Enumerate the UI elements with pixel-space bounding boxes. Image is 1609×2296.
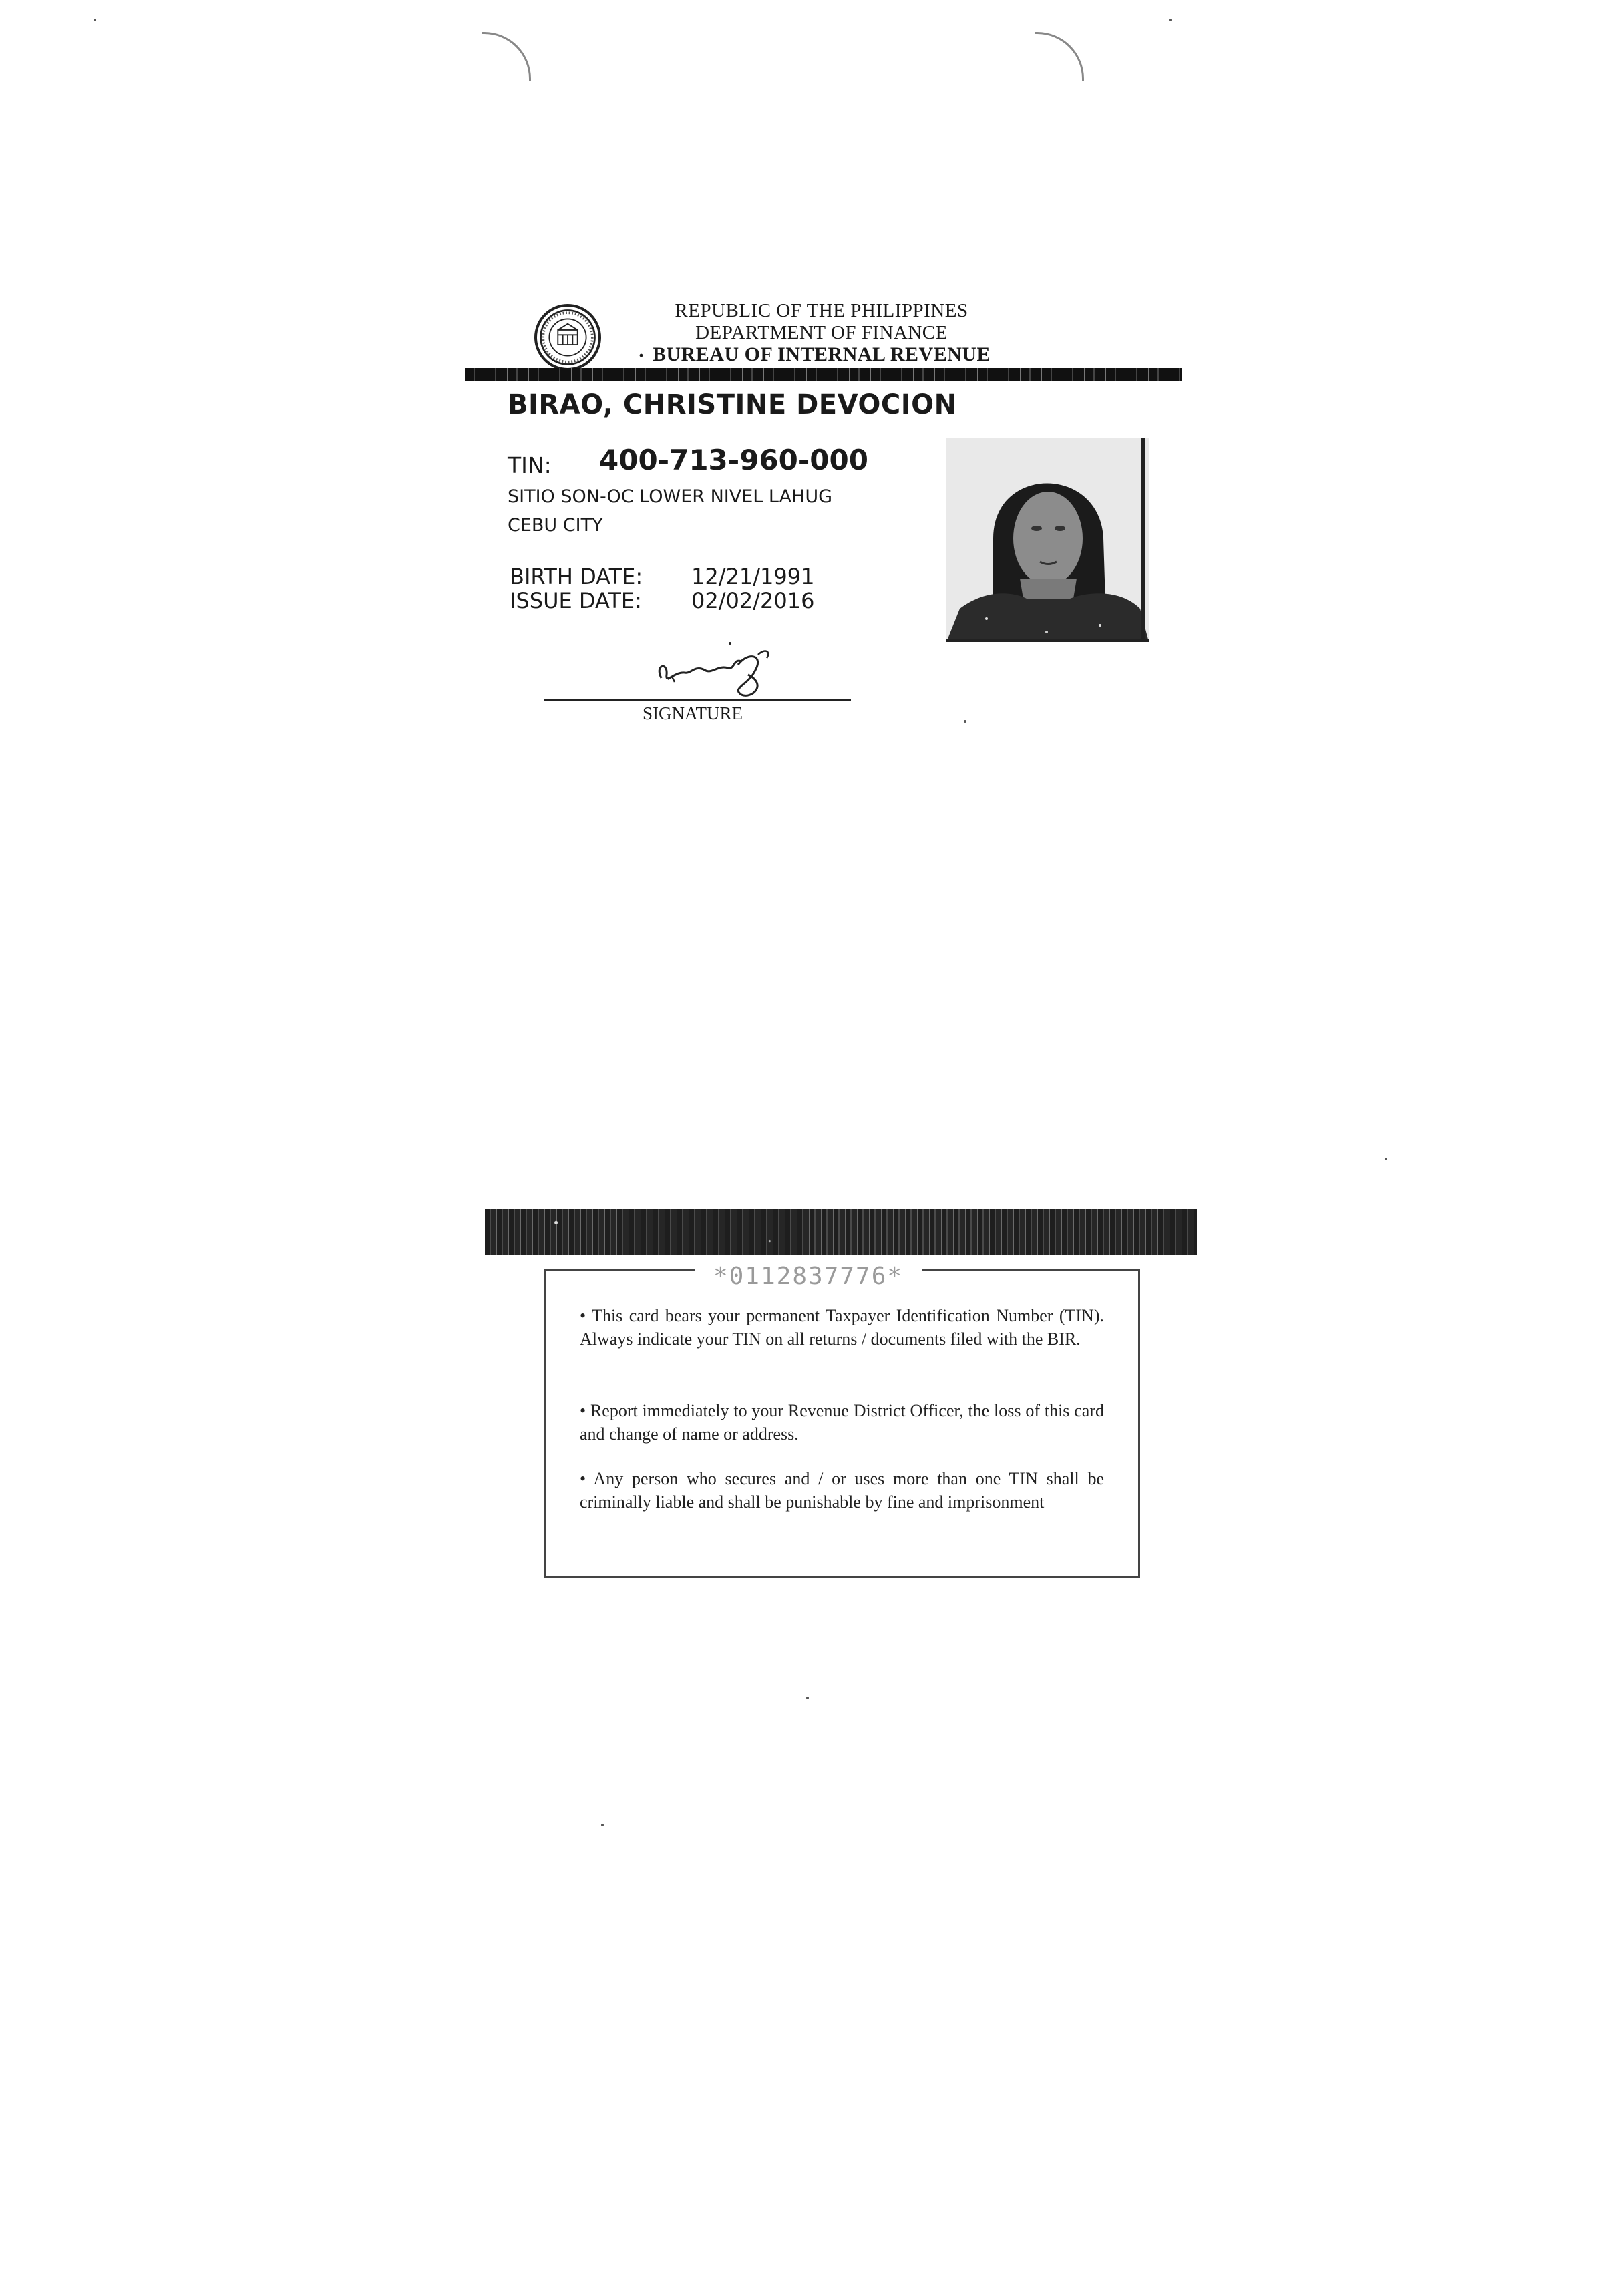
tin-number: 400-713-960-000 (599, 444, 868, 476)
scan-speck (964, 720, 966, 723)
signature-label: SIGNATURE (643, 703, 743, 723)
header-department: DEPARTMENT OF FINANCE (695, 322, 948, 343)
tin-label: TIN: (508, 452, 552, 478)
taxpayer-name: BIRAO, CHRISTINE DEVOCION (508, 389, 957, 420)
notice-paragraph: • Report immediately to your Revenue District Officer, the loss of this card and change of name or address. (580, 1401, 1104, 1444)
taxpayer-photo (946, 438, 1149, 642)
photo-border-bottom (946, 639, 1149, 642)
notice-paragraph: • This card bears your permanent Taxpayer Identification Number (TIN). Always indicate your TIN on all returns / documents filed with the BIR. (580, 1306, 1104, 1349)
punch-hole-mark (1035, 32, 1084, 81)
header-bureau: BUREAU OF INTERNAL REVENUE (652, 343, 991, 365)
magnetic-stripe-band (485, 1209, 1197, 1255)
notice-paragraph: • Any person who secures and / or uses more than one TIN shall be criminally liable and shall be punishable by fine and imprisonment (580, 1469, 1104, 1512)
header-republic: REPUBLIC OF THE PHILIPPINES (675, 300, 968, 321)
birth-date-label: BIRTH DATE: (510, 564, 643, 589)
scan-speck (806, 1697, 809, 1699)
birth-date-value: 12/21/1991 (691, 564, 815, 589)
bullet-dot: · (638, 345, 645, 367)
address-line-1: SITIO SON-OC LOWER NIVEL LAHUG (508, 486, 833, 507)
card-serial-number: *0112837776* (695, 1263, 922, 1290)
address-line-2: CEBU CITY (508, 515, 603, 536)
header-rule (465, 368, 1182, 381)
bir-seal-icon (534, 304, 601, 371)
signature-line (544, 699, 851, 701)
handwritten-signature (648, 638, 788, 701)
scan-speck (94, 19, 96, 21)
issue-date-label: ISSUE DATE: (510, 588, 642, 613)
issue-date-value: 02/02/2016 (691, 588, 815, 613)
punch-hole-mark (482, 32, 531, 81)
scan-speck (601, 1824, 604, 1826)
photo-border-right (1141, 438, 1145, 642)
scan-speck (1169, 19, 1172, 21)
scan-speck (1385, 1158, 1387, 1160)
